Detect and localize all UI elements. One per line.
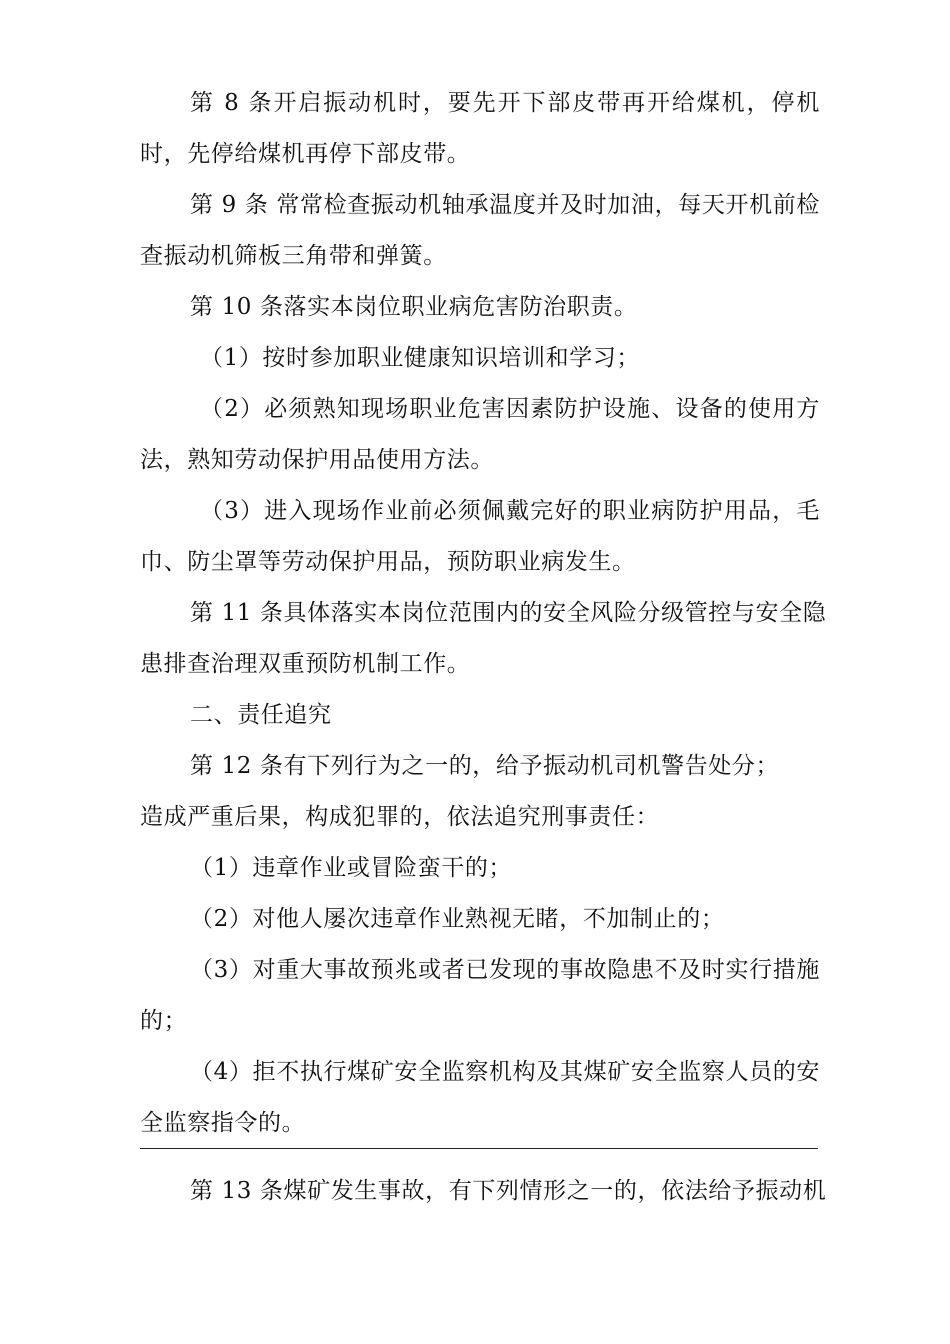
text-line: （2）必须熟知现场职业危害因素防护设施、设备的使用方 <box>200 396 820 422</box>
text-line: 巾、防尘罩等劳动保护用品，预防职业病发生。 <box>140 549 636 575</box>
text-line: 造成严重后果，构成犯罪的，依法追究刑事责任： <box>140 804 660 830</box>
text-line: 第 11 条具体落实本岗位范围内的安全风险分级管控与安全隐 <box>190 600 827 626</box>
text-line: （3）进入现场作业前必须佩戴完好的职业病防护用品，毛 <box>200 498 820 524</box>
text-line: 全监察指令的。 <box>140 1110 306 1136</box>
text-line: 患排查治理双重预防机制工作。 <box>140 651 471 677</box>
text-line: 的； <box>140 1008 188 1034</box>
section-heading: 二、责任追究 <box>190 702 332 728</box>
text-line: （2）对他人屡次违章作业熟视无睹，不加制止的； <box>190 906 725 932</box>
text-line: 第 12 条有下列行为之一的，给予振动机司机警告处分； <box>190 753 780 779</box>
page-divider <box>140 1148 818 1149</box>
text-line: 时，先停给煤机再停下部皮带。 <box>140 141 471 167</box>
text-line: （1）违章作业或冒险蛮干的； <box>190 855 513 881</box>
text-line: 第 9 条 常常检查振动机轴承温度并及时加油，每天开机前检 <box>190 192 820 218</box>
text-line: （4）拒不执行煤矿安全监察机构及其煤矿安全监察人员的安 <box>190 1059 820 1085</box>
text-line: （1）按时参加职业健康知识培训和学习； <box>200 345 641 371</box>
text-line: 查振动机筛板三角带和弹簧。 <box>140 243 447 269</box>
text-line: 第 8 条开启振动机时，要先开下部皮带再开给煤机，停机 <box>190 90 820 116</box>
text-line: （3）对重大事故预兆或者已发现的事故隐患不及时实行措施 <box>190 957 820 983</box>
text-line: 第 10 条落实本岗位职业病危害防治职责。 <box>190 294 638 320</box>
text-line: 第 13 条煤矿发生事故，有下列情形之一的，依法给予振动机 <box>190 1178 827 1204</box>
text-line: 法，熟知劳动保护用品使用方法。 <box>140 447 494 473</box>
